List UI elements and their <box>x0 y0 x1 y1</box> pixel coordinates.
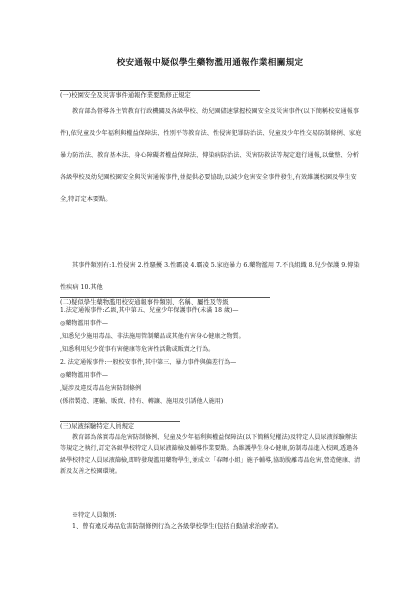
section-1-paragraph: 教育部為督導各主管教育行政機關及各級學校、幼兒園儘速掌握校園安全及災害事件(以下簡稱校安通報事件),依兒童及少年福利與權益保障法、性別平等教育法、性侵害犯罪防治法、兒童及少年性交易防制條例、家庭暴力防治法、教育基本法、身心障礙者權益保障法、傳染病防治法、災害防救法等規定進行通報,以彙整、分析各級學校及幼兒園校園安全與災害通報事件,並提供必要協助,以減少危害安全事件發生,有效維護校園及學生安全,特訂定本要點。 <box>60 108 362 203</box>
section-1-event-types: 其事件類別有:1.性侵害 2.性騷擾 3.性霸凌 4.霸凌 5.家庭暴力 6.藥物濫用 7.不良組織 8.兒少保護 9.傳染性疾病 10.其他 <box>60 262 360 291</box>
document-title: 校安通報中疑似學生藥物濫用通報作業相關規定 <box>116 58 304 68</box>
section-2-line: ,知悉利用兒少從事有害健康等危害性活動或販賣之行為。 <box>60 346 215 353</box>
section-2-line: ,疑涉及違反毒品危害防制條例 <box>60 385 142 392</box>
section-3-list-item: 1、曾有違反毒品危害防制條例行為之各級學校學生(包括自動請求治療者)。 <box>72 523 283 530</box>
section-2-line: ◎藥物濫用事件— <box>60 372 108 379</box>
section-1-heading: (一)校園安全及災害事件通報作業要點修正規定 <box>60 90 260 100</box>
section-3-heading: (三)尿液採驗特定人員規定 <box>60 421 180 431</box>
section-2-line: 2. 法定通報事件:一般校安事件,其中第三、暴力事件與偏差行為— <box>60 359 237 366</box>
section-2-line: 1.法定通報事件:乙級,其中第五、兒童少年保護事件(未滿 18 歲)— <box>60 307 239 314</box>
section-3-sub-label: ※特定人員類別: <box>72 512 117 519</box>
section-2-line: ◎藥物濫用事件— <box>60 320 108 327</box>
section-2-line: ,知悉兒少施用毒品、非法施用管制藥品或其他有害身心健康之物質。 <box>60 333 245 340</box>
section-2-heading: (二)疑似學生藥物濫用校安通報事件類別、名稱、屬性及等級 <box>60 297 270 307</box>
section-2-line: (係指製造、運輸、販賣、持有、轉讓、施用及引誘他人施用) <box>60 398 224 405</box>
section-3-paragraph: 教育部為落實毒品危害防制條例、兒童及少年福利與權益保障法(以下簡稱兒權法)及特定人員尿液採驗辦法等規定之執行,訂定各級學校特定人員尿液篩檢及輔導作業要點。為維護學生身心健康,防制毒品進入校園,透過各級學校特定人員尿液篩檢,即時發現濫用藥物學生,並成立「春暉小組」施予輔導,協助脫離毒品危害,營造健康、清新及友善之校園環境。 <box>60 434 361 476</box>
